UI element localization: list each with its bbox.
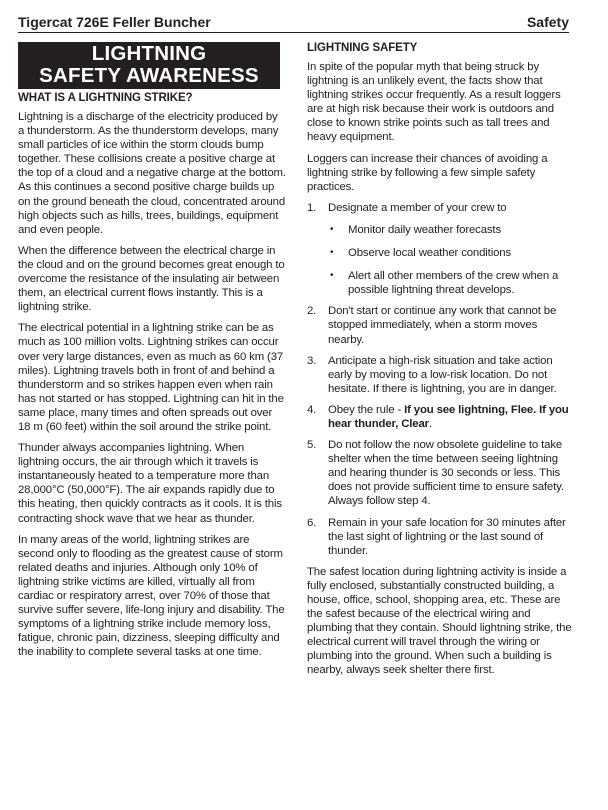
paragraph: In spite of the popular myth that being struck by lightning is an unlikely event, the facts show that lightning strikes occur frequently. As a result loggers are at high risk because their work is outdoors and close to known strike points such as tall trees and heavy equipment. — [307, 61, 561, 144]
step-number: 6. — [307, 516, 317, 529]
step-number: 5. — [307, 439, 317, 452]
step-item — [307, 304, 572, 346]
step-item — [307, 403, 572, 431]
step-text: Remain in your safe location for 30 minutes after the last sight of lightning or the last sound of thunder. — [328, 516, 566, 557]
step-item — [307, 516, 572, 558]
sub-item-text: Monitor daily weather forecasts — [348, 223, 501, 236]
sub-item — [328, 269, 572, 297]
banner-line-1: LIGHTNING — [91, 42, 207, 65]
step-number: 1. — [307, 201, 317, 214]
section-title: Safety — [526, 14, 569, 30]
safety-steps-list — [307, 201, 572, 558]
paragraph: Thunder always accompanies lightning. When lightning occurs, the air through which it travels is instantaneously heated to a temperature more than 28,000°C (50,000°F). The air expands rapidly due to this heating, then quickly contracts as it cools. It is this contracting shock wave that we hear as thunder. — [18, 442, 282, 525]
paragraph: The electrical potential in a lightning strike can be as much as 100 million volts. Lightning strikes can occur over very large distances, even as much as 60 km (37 miles). Lightning travels both in front of and behind a thunderstorm and so strikes happen even when rain has not started or has stopped. Lightning can hit in the same place, many times and often spreads out over 18 m (60 feet) within the soil around the strike point. — [18, 322, 284, 433]
sub-item — [328, 246, 572, 260]
sub-item — [328, 223, 572, 237]
step-text-suffix: . — [428, 417, 432, 430]
bullet-icon: • — [330, 223, 334, 235]
section-heading-what-is: WHAT IS A LIGHTNING STRIKE? — [18, 92, 193, 104]
rule-text: If you see lightning, Flee. If you hear thunder, Clear — [328, 403, 569, 430]
step-text: Anticipate a high-risk situation and take action early by moving to a low-risk location. Do not hesitate. If there is lightning, you are in danger. — [328, 354, 557, 395]
step-item — [307, 354, 572, 396]
paragraph: Loggers can increase their chances of avoiding a lightning strike by following a few simple safety practices. — [307, 152, 548, 193]
paragraph: In many areas of the world, lightning strikes are second only to flooding as the greatest cause of storm related deaths and injuries. Although only 10% of lightning strike victims are killed, virtually all from cardiac or respiratory arrest, over 70% of those that survive suffer severe, life-long injury and disability. The symptoms of a lightning strike include memory loss, fatigue, chronic pain, dizziness, sleeping difficulty and the inability to complete several tasks at one time. — [18, 533, 285, 659]
step-number: 4. — [307, 403, 317, 416]
paragraph: Lightning is a discharge of the electricity produced by a thunderstorm. As the thunderstorm develops, many small particles of ice within the storm clouds bump together. These collisions create a positive charge at the top of a cloud and a negative charge at the bottom. As this continues a second positive charge builds up on the ground beneath the cloud, concentrated around high objects such as hills, trees, buildings, equipment and even people. — [18, 111, 286, 236]
manual-title: Tigercat 726E Feller Buncher — [18, 14, 211, 30]
sub-item-text: Observe local weather conditions — [348, 247, 511, 260]
banner-line-2: SAFETY AWARENESS — [39, 63, 259, 87]
section-heading-lightning-safety: LIGHTNING SAFETY — [307, 42, 418, 54]
right-column — [307, 42, 572, 685]
step-number: 2. — [307, 305, 317, 318]
step-item — [307, 438, 572, 508]
lightning-safety-banner — [18, 42, 280, 89]
step-text: Do not follow the now obsolete guideline to take shelter when the time between seeing lightning and hearing thunder is 30 seconds or less. This does not provide sufficient time to ensure safety. Always follow step 4. — [328, 439, 564, 508]
sub-list — [328, 223, 572, 297]
step-item — [307, 201, 572, 297]
sub-item-text: Alert all other members of the crew when a possible lightning threat develops. — [348, 270, 559, 297]
paragraph: When the difference between the electrical charge in the cloud and on the ground becomes great enough to overcome the resistance of the insulating air between them, an electrical current flows instantly. This is a lightning strike. — [18, 244, 285, 314]
step-number: 3. — [307, 354, 317, 367]
step-text: Designate a member of your crew to — [328, 201, 507, 214]
step-text: Don't start or continue any work that cannot be stopped immediately, when a storm moves nearby. — [328, 305, 557, 346]
bullet-icon: • — [330, 270, 334, 282]
closing-paragraph: The safest location during lightning activity is inside a fully enclosed, substantially constructed building, a house, office, school, shopping area, etc. These are the safest because of the electrical wiring and plumbing that they contain. Should lightning strike, the electrical current will travel through the wiring or plumbing into the ground. When such a building is nearby, always seek shelter there first. — [307, 565, 572, 677]
page-header — [18, 12, 569, 33]
bullet-icon: • — [330, 247, 334, 259]
left-column — [18, 42, 286, 666]
step-text-prefix: Obey the rule - — [328, 403, 405, 416]
